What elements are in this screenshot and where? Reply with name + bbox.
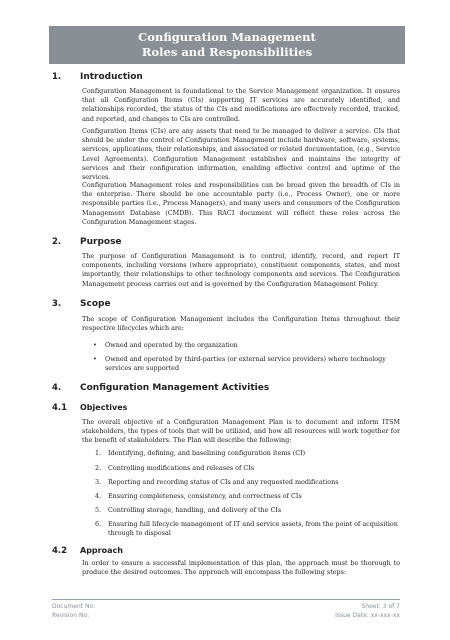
document-page: Configuration Management Roles and Responsibilities 1. Introduction Configuration Management is foundational to the Service Management organization. It ensures that all Configuration Items (CIs) supporting IT services are accurately identified, and relationships recorded, the status of the CIs and modifications are effectively recorded, tracked, and reported, and changes to CIs are controlled. Configuration Items (CIs) are any assets that need to be managed to deliver a service. CIs that should be under the control of Configuration Management include hardware, software, systems, services, applications, their relationships, and associated or related documentation, (e.g., Service Level Agreements). Configuration Management establishes and maintains the integrity of services and their configuration information, enabling effective control and uptime of the services. Configuration Management roles and responsibilities can be broad given the breadth of CIs in the enterprise. There should be one accountable party (i.e., Process Owner), one or more responsible parties (i.e., Process Managers), and many users and consumers of the Configuration Management Database (CMDB). This RACI document will reflect these roles across the Configuration Management stages. 2. Purpose The purpose of Configuration Management is to control, identify, record, and report IT components, including versions (where appropriate), constituent components, states, and most importantly, their relationships to other technology components and services. The Configuration Management process carries out and is governed by the Configuration Management Policy. 3. Scope The scope of Configuration Management includes the Configuration Items throughout their respective lifecycles which are: • Owned and operated by the organization • Owned and operated by third-parties (or external service providers) where technology services are supported 4. Configuration Management Activities 4.1 Objectives The overall objective of a Configuration Management Plan is to document and inform ITSM stakeholders, the types of tools that will be utilized, and how all resources will work together for the benefit of stakeholders. The Plan will describe the following: 1. Identifying, defining, and baselining configuration items (CI) 2. Controlling modifications and releases of CIs 3. Reporting and recording status of CIs and any requested modifications 4. Ensuring completeness, consistency, and correctness of CIs 5. Controlling storage, handling, and delivery of the CIs 6. Ensuring full lifecycle management of IT and service assets, from the point of acquisition through to disposal 4.2 Approach In order to ensure a successful implementation of this plan, the approach must be thorough to produce the desired outcomes. The approach will encompass the following steps: Document No: Revision No: Sheet: 3 of 7 Issue Date: xx-xxx-xx: [0, 0, 450, 640]
document-subtitle: Roles and Responsibilities: [141, 45, 313, 59]
intro-paragraph-1: Configuration Management is foundational to the Service Management organization. It ensures that all Configuration Items (CIs) supporting IT services are accurately identified, and relationships recorded, the status of the CIs and modifications are effectively recorded, tracked, and reported, and changes to CIs are controlled.: [82, 87, 400, 123]
objectives-paragraph: The overall objective of a Configuration Management Plan is to document and inform ITSM stakeholders, the types of tools that will be utilized, and how all resources will work together for the benefit of stakeholders. The Plan will describe the following:: [82, 418, 400, 445]
section-number-activities: 4.: [52, 383, 62, 393]
section-heading-activities: Configuration Management Activities: [80, 383, 270, 393]
section-heading-purpose: Purpose: [80, 237, 122, 247]
intro-paragraph-3: Configuration Management roles and responsibilities can be broad given the breadth of CIs in the enterprise. There should be one accountable party (i.e., Process Owner), one or more responsible parties (i.e., Process Managers), and many users and consumers of the Configuration Management Database (CMDB). This RACI document will reflect these roles across the Configuration Management stages.: [82, 181, 400, 226]
footer-issue-date: Issue Date: xx-xxx-xx: [335, 612, 400, 619]
bullet-icon: •: [93, 355, 97, 363]
section-heading-intro: Introduction: [80, 72, 143, 82]
bullet-icon: •: [93, 341, 97, 349]
subsection-number-approach: 4.2: [52, 546, 68, 556]
section-number-purpose: 2.: [52, 237, 62, 247]
purpose-paragraph: The purpose of Configuration Management is to control, identify, record, and report IT components, including versions (where appropriate), constituent components, states, and most importantly, their relationships to other technology components and services. The Configuration Management process carries out and is governed by the Configuration Management Policy.: [82, 252, 400, 288]
section-number-intro: 1.: [52, 72, 62, 82]
intro-paragraph-2: Configuration Items (CIs) are any assets that need to be managed to deliver a service. CIs that should be under the control of Configuration Management include hardware, software, systems, services, applications, their relationships, and associated or related documentation, (e.g., Service Level Agreements). Configuration Management establishes and maintains the integrity of services and their configuration information, enabling effective control and uptime of the services.: [82, 127, 400, 182]
footer-sheet: Sheet: 3 of 7: [361, 603, 400, 610]
footer-divider: [52, 599, 400, 600]
document-title: Configuration Management: [138, 30, 316, 44]
section-number-scope: 3.: [52, 299, 62, 309]
subsection-heading-objectives: Objectives: [80, 403, 128, 412]
section-heading-scope: Scope: [80, 299, 111, 309]
title-banner: [49, 26, 405, 64]
scope-paragraph: The scope of Configuration Management includes the Configuration Items throughout their respective lifecycles which are:: [82, 315, 400, 333]
footer-revision-no: Revision No:: [52, 612, 90, 619]
approach-paragraph: In order to ensure a successful implementation of this plan, the approach must be thorough to produce the desired outcomes. The approach will encompass the following steps:: [82, 559, 400, 577]
subsection-heading-approach: Approach: [80, 546, 123, 555]
subsection-number-objectives: 4.1: [52, 403, 68, 413]
footer-document-no: Document No:: [52, 603, 96, 610]
